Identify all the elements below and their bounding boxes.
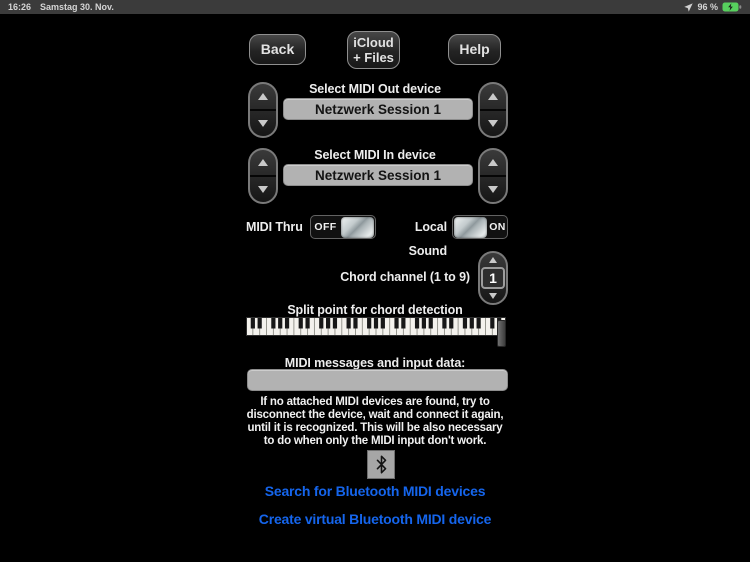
local-sound-toggle[interactable] [452, 215, 508, 239]
back-button-label: Back [260, 41, 295, 57]
location-arrow-icon [684, 3, 693, 12]
toggle-knob [454, 217, 487, 238]
arrow-up-icon [258, 159, 268, 166]
midi-in-stepper-right [478, 148, 508, 204]
battery-percent: 96 % [697, 2, 718, 12]
midi-out-right-up-button[interactable] [480, 84, 506, 109]
chord-channel-label: Chord channel (1 to 9) [340, 270, 470, 284]
arrow-up-icon [258, 93, 268, 100]
info-line: If no attached MIDI devices are found, try to [260, 396, 490, 408]
midi-messages-label: MIDI messages and input data: [284, 356, 466, 370]
arrow-up-icon [488, 159, 498, 166]
search-bluetooth-link[interactable]: Search for Bluetooth MIDI devices [264, 483, 486, 499]
midi-in-left-up-button[interactable] [250, 150, 276, 175]
arrow-up-icon [488, 93, 498, 100]
arrow-up-icon [489, 257, 497, 263]
midi-out-left-down-button[interactable] [250, 111, 276, 136]
midi-in-right-down-button[interactable] [480, 177, 506, 202]
info-text [0, 396, 750, 448]
icloud-button-label-line2: + Files [353, 50, 394, 65]
split-keyboard[interactable] [246, 317, 506, 336]
battery-charging-icon [722, 2, 742, 12]
local-sound-label: Local Sound [408, 220, 447, 258]
split-point-marker[interactable] [497, 320, 506, 347]
status-date: Samstag 30. Nov. [40, 2, 114, 12]
local-sound-state-label: ON [489, 221, 506, 233]
midi-out-left-up-button[interactable] [250, 84, 276, 109]
midi-thru-state-label: OFF [314, 221, 337, 233]
midi-in-left-down-button[interactable] [250, 177, 276, 202]
arrow-down-icon [489, 293, 497, 299]
help-button[interactable] [448, 34, 501, 65]
midi-messages-field [248, 370, 507, 390]
midi-thru-toggle[interactable] [310, 215, 376, 239]
chord-channel-value: 1 [481, 267, 505, 289]
chord-channel-up-button[interactable] [489, 253, 497, 267]
midi-thru-label: MIDI Thru [246, 220, 303, 234]
midi-out-label: Select MIDI Out device [309, 82, 441, 96]
status-bar-right [684, 2, 742, 12]
icloud-files-button[interactable] [347, 31, 400, 69]
midi-in-device-field: Netzwerk Session 1 [284, 165, 472, 185]
status-bar [0, 0, 750, 14]
bluetooth-icon [375, 455, 388, 474]
chord-channel-down-button[interactable] [489, 289, 497, 303]
create-virtual-bluetooth-link[interactable]: Create virtual Bluetooth MIDI device [258, 511, 492, 527]
midi-in-right-up-button[interactable] [480, 150, 506, 175]
arrow-down-icon [488, 186, 498, 193]
bluetooth-button[interactable] [367, 450, 395, 479]
status-time: 16:26 [8, 2, 32, 12]
chord-channel-stepper [478, 251, 508, 305]
help-button-label: Help [459, 41, 490, 57]
midi-in-stepper-left [248, 148, 278, 204]
status-bar-left [8, 2, 114, 12]
split-point-label: Split point for chord detection [287, 303, 463, 317]
midi-out-right-down-button[interactable] [480, 111, 506, 136]
info-line: disconnect the device, wait and connect it again, [246, 409, 504, 421]
midi-in-label: Select MIDI In device [314, 148, 436, 162]
arrow-down-icon [488, 120, 498, 127]
arrow-down-icon [258, 186, 268, 193]
toggle-knob [341, 217, 374, 238]
arrow-down-icon [258, 120, 268, 127]
midi-out-stepper-right [478, 82, 508, 138]
info-line: to do when only the MIDI input don't work. [263, 435, 487, 447]
back-button[interactable] [249, 34, 306, 65]
midi-out-device-field: Netzwerk Session 1 [284, 99, 472, 119]
icloud-button-label-line1: iCloud [353, 35, 394, 50]
info-line: until it is recognized. This will be also necessary [247, 422, 503, 434]
midi-out-stepper-left [248, 82, 278, 138]
